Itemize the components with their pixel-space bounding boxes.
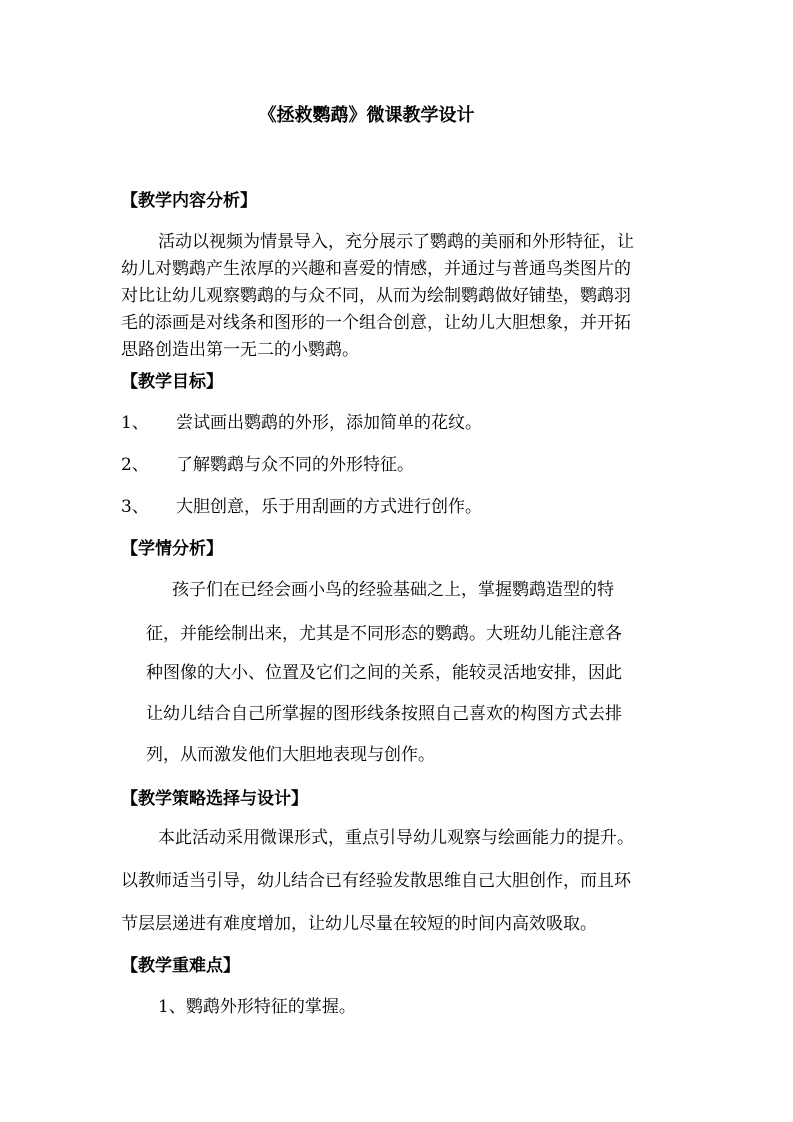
content-analysis-line: 活动以视频为情景导入，充分展示了鹦鹉的美丽和外形特征，让 xyxy=(158,232,634,252)
goal-number: 2、 xyxy=(121,455,149,475)
learner-analysis-line: 列，从而激发他们大胆地表现与创作。 xyxy=(146,745,435,765)
goal-text: 大胆创意，乐于用刮画的方式进行创作。 xyxy=(176,497,482,517)
learner-analysis-line: 让幼儿结合自己所掌握的图形线条按照自己喜欢的构图方式去排 xyxy=(146,704,622,724)
learner-analysis-line: 征，并能绘制出来，尤其是不同形态的鹦鹉。大班幼儿能注意各 xyxy=(146,624,622,644)
strategy-line: 本此活动采用微课形式，重点引导幼儿观察与绘画能力的提升。 xyxy=(158,828,634,848)
page-title: 《拯救鹦鹉》微课教学设计 xyxy=(258,105,475,126)
heading-strategy: 【教学策略选择与设计】 xyxy=(121,789,308,809)
heading-content-analysis: 【教学内容分析】 xyxy=(121,191,257,211)
key-point-item: 1、鹦鹉外形特征的掌握。 xyxy=(158,997,356,1017)
content-analysis-line: 思路创造出第一无二的小鹦鹉。 xyxy=(121,340,359,360)
learner-analysis-line: 孩子们在已经会画小鸟的经验基础之上，掌握鹦鹉造型的特 xyxy=(172,580,614,600)
goal-number: 1、 xyxy=(121,413,149,433)
heading-goals: 【教学目标】 xyxy=(121,372,223,392)
learner-analysis-line: 种图像的大小、位置及它们之间的关系，能较灵活地安排，因此 xyxy=(146,663,622,683)
goal-text: 了解鹦鹉与众不同的外形特征。 xyxy=(176,455,414,475)
content-analysis-line: 对比让幼儿观察鹦鹉的与众不同，从而为绘制鹦鹉做好铺垫，鹦鹉羽 xyxy=(121,286,631,306)
strategy-line: 以教师适当引导，幼儿结合已有经验发散思维自己大胆创作，而且环 xyxy=(121,871,631,891)
heading-learner-analysis: 【学情分析】 xyxy=(121,539,223,559)
content-analysis-line: 毛的添画是对线条和图形的一个组合创意，让幼儿大胆想象，并开拓 xyxy=(121,313,631,333)
strategy-line: 节层层递进有难度增加，让幼儿尽量在较短的时间内高效吸取。 xyxy=(121,914,597,934)
heading-key-points: 【教学重难点】 xyxy=(121,956,240,976)
goal-text: 尝试画出鹦鹉的外形，添加简单的花纹。 xyxy=(176,413,482,433)
goal-number: 3、 xyxy=(121,497,149,517)
content-analysis-line: 幼儿对鹦鹉产生浓厚的兴趣和喜爱的情感，并通过与普通鸟类图片的 xyxy=(121,259,631,279)
